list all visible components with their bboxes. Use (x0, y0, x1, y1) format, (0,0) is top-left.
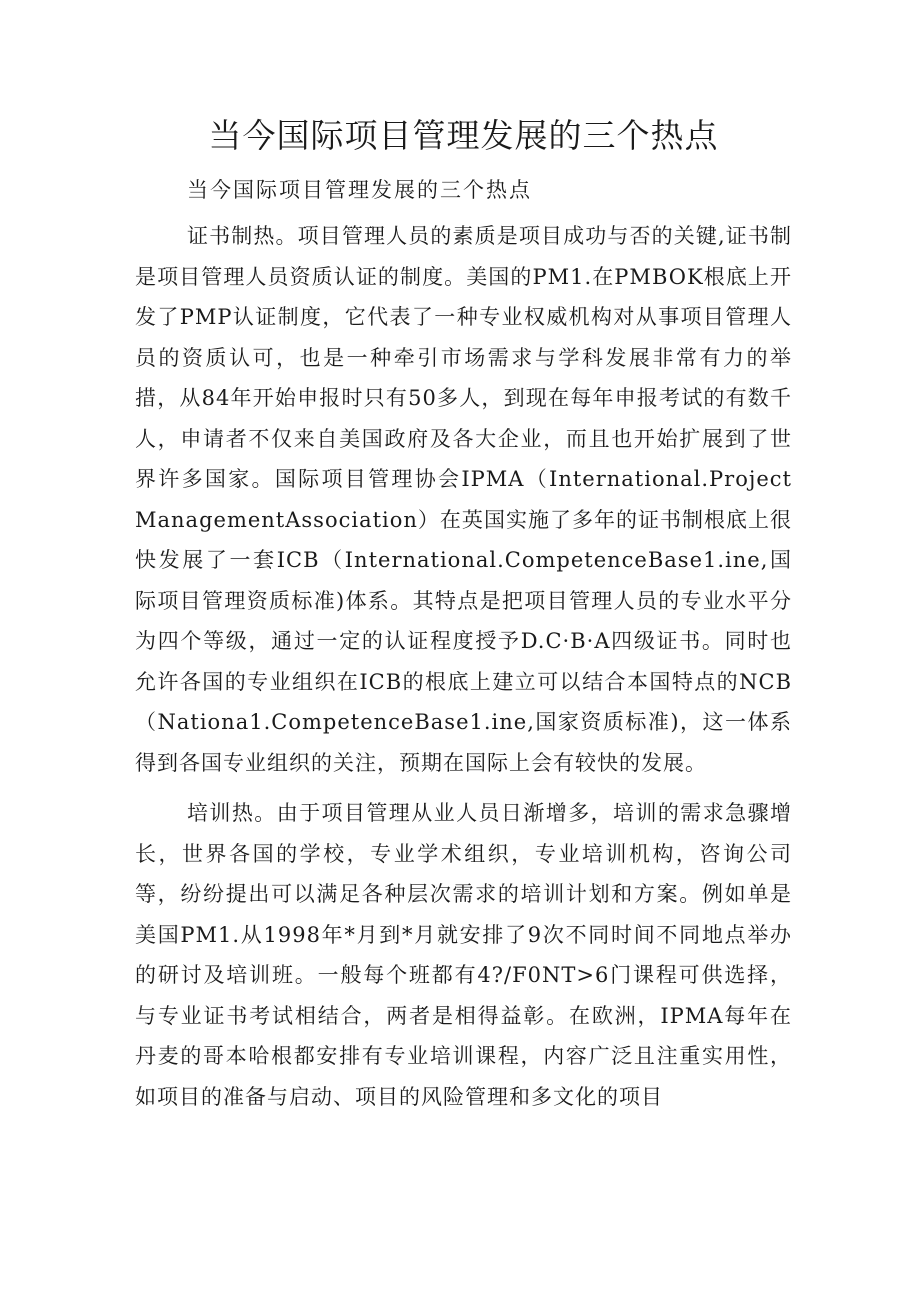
paragraph-training: 培训热。由于项目管理从业人员日渐增多，培训的需求急骤增长，世界各国的学校，专业学术组织，专业培训机构，咨询公司等，纷纷提出可以满足各种层次需求的培训计划和方案。例如单是美国PM1.从1998年*月到*月就安排了9次不同时间不同地点举办的研讨及培训班。一般每个班都有4?/F0NT>6门课程可供选择，与专业证书考试相结合，两者是相得益彰。在欧洲，IPMA每年在丹麦的哥本哈根都安排有专业培训课程，内容广泛且注重实用性，如项目的准备与启动、项目的风险管理和多文化的项目 (135, 801, 792, 1109)
paragraph-certification: 证书制热。项目管理人员的素质是项目成功与否的关键,证书制是项目管理人员资质认证的制度。美国的PM1.在PMBOK根底上开发了PMP认证制度，它代表了一种专业权威机构对从事项目管理人员的资质认可，也是一种牵引市场需求与学科发展非常有力的举措，从84年开始申报时只有50多人，到现在每年申报考试的有数千人，申请者不仅来自美国政府及各大企业，而且也开始扩展到了世界许多国家。国际项目管理协会IPMA（International.ProjectManagementAssociation）在英国实施了多年的证书制根底上很快发展了一套ICB（International.CompetenceBase1.ine,国际项目管理资质标准)体系。其特点是把项目管理人员的专业水平分为四个等级，通过一定的认证程度授予D.C·B·A四级证书。同时也允许各国的专业组织在ICB的根底上建立可以结合本国特点的NCB（Nationa1.CompetenceBase1.ine,国家资质标准)，这一体系得到各国专业组织的关注，预期在国际上会有较快的发展。 (135, 224, 792, 775)
document-subtitle: 当今国际项目管理发展的三个热点 (187, 178, 532, 202)
document-title: 当今国际项目管理发展的三个热点 (208, 116, 719, 155)
